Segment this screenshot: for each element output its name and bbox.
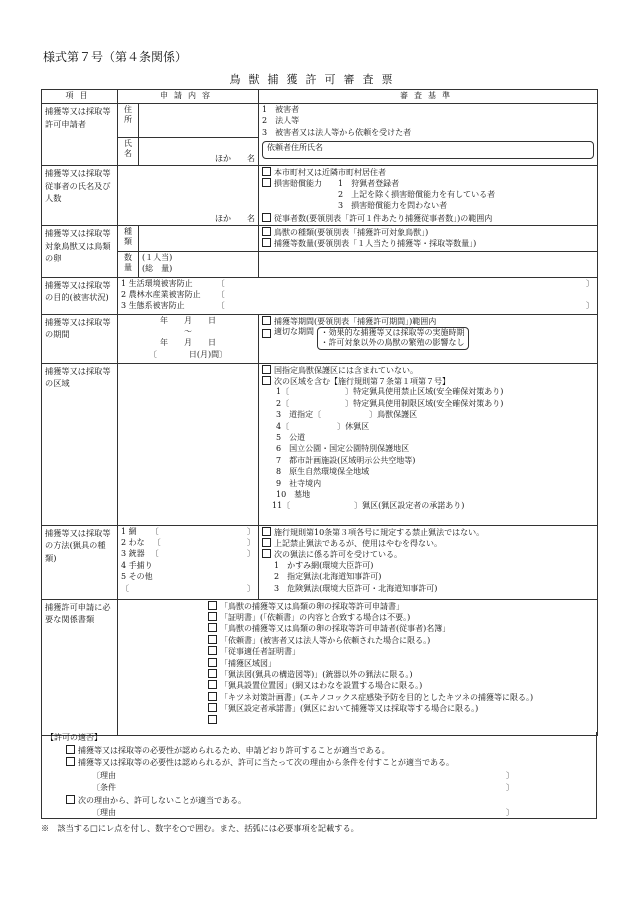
criterion-text: 次の区域を含む【施行規則第７条第１項第７号】 xyxy=(274,377,450,387)
applicant-label: 捕獲等又は採取等許可申請者 xyxy=(42,104,118,166)
species-criteria xyxy=(259,225,598,251)
checkbox[interactable] xyxy=(208,680,217,689)
footnote: ※ 該当する□にレ点を付し、数字を○で囲む。また、括弧には必要事項を記載する。 xyxy=(41,823,359,833)
document-item: 「従事適任者証明書」 xyxy=(220,647,300,657)
page-title: 鳥獣捕獲許可審査票 xyxy=(229,73,401,86)
checkbox[interactable] xyxy=(208,715,217,724)
criterion-text: 従事者数(要領別表「許可１件あたり捕獲従事者数」)の範囲内 xyxy=(274,213,493,223)
name-field[interactable] xyxy=(139,138,259,166)
species-label: 捕獲等又は採取等対象鳥獣又は鳥類の卵 xyxy=(42,225,118,277)
purpose-item[interactable]: 3 生態系被害防止 xyxy=(121,301,185,311)
method-sub-item: 3 危険猟法(環境大臣許可・北海道知事許可) xyxy=(274,583,438,593)
purpose-field: 1 生活環境被害防止 〔 〕 2 農林水産業被害防止 〔 3 生態系被害防止 〔 〕 xyxy=(118,277,598,314)
area-item: 2〔 〕特定猟具使用制限区域(安全確保対策あり) xyxy=(276,398,504,408)
checkbox[interactable] xyxy=(208,703,217,712)
header-criteria: 審査基準 xyxy=(259,90,598,104)
type-label: 種類 xyxy=(118,225,139,251)
checkbox[interactable] xyxy=(208,623,217,632)
area-item: 9 社寺境内 xyxy=(276,478,322,488)
area-item: 1〔 〕特定猟具使用禁止区域(安全確保対策あり) xyxy=(276,387,504,397)
area-item: 4〔 〕休猟区 xyxy=(276,421,370,431)
checkbox[interactable] xyxy=(208,635,217,644)
document-item: 「鳥獣の捕獲等又は鳥類の卵の採取等許可申請者(従事者)名簿」 xyxy=(220,624,451,634)
document-item: 「猟区設定者承諾書」(猟区において捕獲等又は採取等する場合に限る。) xyxy=(220,704,479,714)
species-blank xyxy=(259,251,598,277)
document-item: 「鳥獣の捕獲等又は鳥類の卵の採取等許可申請書」 xyxy=(220,601,404,611)
checkbox[interactable] xyxy=(262,527,271,536)
condition-label[interactable]: 〔条件 xyxy=(92,783,116,792)
approval-option: 捕獲等又は採取等の必要性が認められるため、申請どおり許可することが適当である。 xyxy=(78,745,390,755)
checkbox[interactable] xyxy=(262,365,271,374)
period-label: 捕獲等又は採取等の期間 xyxy=(42,314,118,363)
others-count: ほか 名 xyxy=(215,153,255,163)
approval-section: 【許可の適否】 捕獲等又は採取等の必要性が認められるため、申請どおり許可することが適当である。 捕獲等又は採取等の必要性は認められるが、許可に当たって次の理由から条件を付すことが適当である。 〔理由 〕 〔条件 〕 次の理由から、許可しないことが適当である。 〔理由 〕 xyxy=(41,732,597,819)
method-item[interactable]: 3 銃器 xyxy=(121,549,145,559)
reason-label[interactable]: 〔理由 xyxy=(92,770,116,780)
checkbox[interactable] xyxy=(66,745,75,754)
address-field[interactable] xyxy=(139,104,259,138)
method-criteria xyxy=(259,525,598,599)
address-label: 住所 xyxy=(118,104,139,138)
checkbox[interactable] xyxy=(262,376,271,385)
document-item: 「証明書」(「依頼書」の内容と合致する場合は不要。) xyxy=(220,613,411,623)
method-sub-item: 2 指定猟法(北海道知事許可) xyxy=(274,572,382,582)
method-field: 1 網 〔 〕 2 わな 〔 〕 3 銃器 〔 〕 4 手捕り 5 その他 〔 〕 xyxy=(118,525,259,599)
period-tilde: ～ xyxy=(184,327,192,337)
checkbox[interactable] xyxy=(262,213,271,222)
checkbox[interactable] xyxy=(262,549,271,558)
workers-criteria xyxy=(259,166,598,226)
checkbox[interactable] xyxy=(208,646,217,655)
criterion-text: 次の猟法に係る許可を受けている。 xyxy=(274,550,402,560)
document-item: 「キツネ対策計画書」(エキノコックス症感染予防を目的としたキツネの捕獲等に限る。) xyxy=(220,692,534,702)
document-item: 「捕獲区域図」 xyxy=(220,658,276,668)
name-label: 氏名 xyxy=(118,138,139,166)
sub-criterion: ・効果的な捕獲等又は採取等の実施時期 xyxy=(320,328,465,338)
area-field[interactable] xyxy=(118,363,259,525)
document-item: 「依頼書」(被害者又は法人等から依頼された場合に限る。) xyxy=(220,635,431,645)
criterion-text: 3 損害賠償能力を問わない者 xyxy=(338,201,448,211)
reason-label[interactable]: 〔理由 xyxy=(92,808,116,817)
area-item: 11〔 〕猟区(猟区設定者の承諾あり) xyxy=(272,501,465,511)
type-field[interactable] xyxy=(139,225,259,251)
document-item: 「猟法図(猟具の構造図等)」(銃器以外の猟法に限る。) xyxy=(220,670,413,680)
method-item[interactable]: 1 網 xyxy=(121,526,137,536)
checkbox[interactable] xyxy=(208,692,217,701)
period-field[interactable] xyxy=(118,314,259,363)
review-table xyxy=(41,89,598,736)
documents-list xyxy=(118,599,598,735)
checkbox[interactable] xyxy=(208,669,217,678)
checkbox[interactable] xyxy=(262,167,271,176)
area-criteria xyxy=(259,363,598,525)
requester-box[interactable] xyxy=(262,141,594,159)
criterion-text: 2 上記を除く損害賠償能力を有している者 xyxy=(338,189,496,199)
area-item: 7 都市計画施設(区域明示公共空地等) xyxy=(276,455,416,465)
checkbox[interactable] xyxy=(66,757,75,766)
method-item[interactable]: 5 その他 xyxy=(121,572,153,582)
checkbox[interactable] xyxy=(262,538,271,547)
qty-field[interactable] xyxy=(139,251,259,277)
requester-label: 依頼者住所氏名 xyxy=(267,143,323,153)
checkbox[interactable] xyxy=(262,238,271,247)
criterion-text: 上記禁止猟法であるが、使用はやむを得ない。 xyxy=(274,539,442,549)
criterion-text: 損害賠償能力 1 狩猟者登録者 xyxy=(274,179,400,189)
method-item[interactable]: 2 わな xyxy=(121,538,145,548)
checkbox[interactable] xyxy=(262,329,271,338)
area-item: 8 原生自然環境保全地域 xyxy=(276,467,370,477)
qty-total: (総 量) xyxy=(142,264,173,274)
criterion-text: 捕獲等数量(要領別表「１人当たり捕獲等・採取等数量」) xyxy=(274,239,477,249)
method-label: 捕獲等又は採取等の方法(猟具の種類) xyxy=(42,525,118,599)
period-end: 年 月 日 xyxy=(160,338,216,348)
period-days: 〔 日(月)間〕 xyxy=(148,349,228,359)
qty-per-person: (１人当) xyxy=(142,252,173,262)
method-item[interactable]: 4 手捕り xyxy=(121,560,153,570)
criterion-text: 施行規則第10条第３項各号に規定する禁止猟法ではない。 xyxy=(274,527,485,537)
checkbox[interactable] xyxy=(262,227,271,236)
criterion-text: 国指定鳥獣保護区には含まれていない。 xyxy=(274,365,418,375)
header-item: 項目 xyxy=(42,90,118,104)
workers-others: ほか 名 xyxy=(215,213,255,223)
area-item: 10 墓地 xyxy=(276,489,311,499)
criterion-text: 適切な期間 xyxy=(274,327,314,337)
purpose-item[interactable]: 1 生活環境被害防止 xyxy=(121,278,193,288)
applicant-criterion: 1 被害者 xyxy=(262,105,300,114)
area-item: 3 道指定〔 〕鳥獣保護区 xyxy=(276,410,418,420)
checkbox[interactable] xyxy=(66,795,75,804)
area-item: 6 国立公園・国定公園特別保護地区 xyxy=(276,444,410,454)
checkbox[interactable] xyxy=(208,658,217,667)
criterion-text: 本市町村又は近隣市町村居住者 xyxy=(274,168,386,177)
checkbox[interactable] xyxy=(262,316,271,325)
header-content: 申請内容 xyxy=(118,90,259,104)
area-label: 捕獲等又は採取等の区域 xyxy=(42,363,118,525)
area-item: 5 公道 xyxy=(276,433,306,443)
workers-label: 捕獲等又は採取等従事者の氏名及び人数 xyxy=(42,166,118,226)
checkbox[interactable] xyxy=(262,178,271,187)
document-item: 「猟具設置位置図」(網又はわなを設置する場合に限る。) xyxy=(220,681,423,691)
checkbox[interactable] xyxy=(208,612,217,621)
documents-label: 捕獲許可申請に必要な関係書類 xyxy=(42,599,118,735)
approval-option: 捕獲等又は採取等の必要性は認められるが、許可に当たって次の理由から条件を付すことが適当である。 xyxy=(78,758,454,767)
period-start: 年 月 日 xyxy=(160,315,216,325)
period-criteria xyxy=(259,314,598,363)
qty-label: 数量 xyxy=(118,251,139,277)
checkbox[interactable] xyxy=(208,601,217,610)
purpose-label: 捕獲等又は採取等の目的(被害状況) xyxy=(42,277,118,314)
criterion-text: 捕獲等期間(要領別表「捕獲許可期間」)範囲内 xyxy=(274,316,437,326)
approval-heading: 【許可の適否】 xyxy=(46,733,102,742)
sub-criterion: ・許可対象以外の鳥獣の繁殖の影響なし xyxy=(320,338,465,348)
applicant-criteria xyxy=(259,104,598,166)
form-number: 様式第７号（第４条関係） xyxy=(43,50,188,64)
approval-option: 次の理由から、許可しないことが適当である。 xyxy=(78,795,246,805)
applicant-criterion: 2 法人等 xyxy=(262,116,300,126)
workers-field[interactable] xyxy=(118,166,259,226)
purpose-item[interactable]: 2 農林水産業被害防止 xyxy=(121,289,201,299)
method-sub-item: 1 かすみ網(環境大臣許可) xyxy=(274,560,374,570)
applicant-criterion: 3 被害者又は法人等から依頼を受けた者 xyxy=(262,127,412,137)
criterion-text: 鳥獣の種類(要領別表「捕獲許可対象鳥獣」) xyxy=(274,227,429,237)
